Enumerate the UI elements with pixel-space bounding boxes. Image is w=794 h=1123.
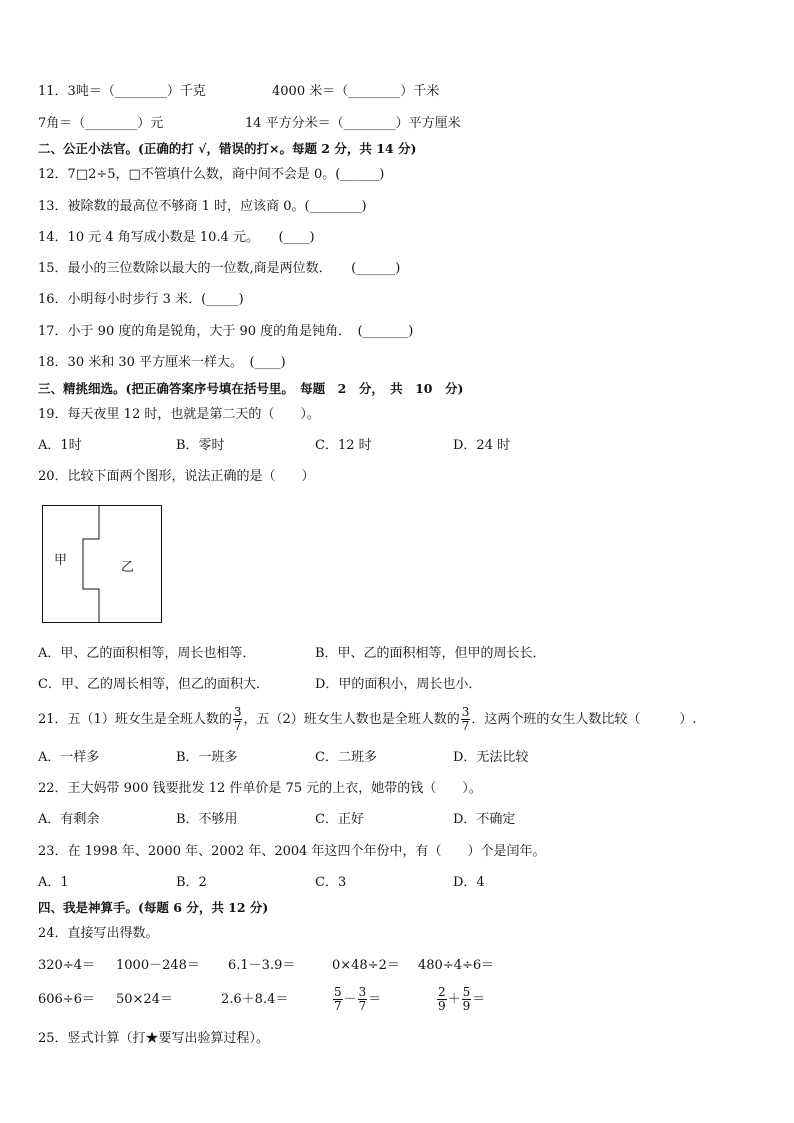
question-15: 15．最小的三位数除以最大的一位数,商是两位数． (______) bbox=[38, 261, 401, 276]
q24-f1-b bbox=[358, 986, 368, 1013]
q22-option-d: D．不确定 bbox=[453, 812, 516, 827]
q23-option-b: B．2 bbox=[176, 875, 207, 890]
section-2-heading: 二、公正小法官。(正确的打 √，错误的打×。每题 2 分，共 14 分) bbox=[38, 141, 417, 156]
label-yi: 乙 bbox=[121, 560, 135, 575]
q11b-right: 14 平方分米＝（________）平方厘米 bbox=[245, 116, 461, 131]
q24-item-2: 1000－248＝ bbox=[116, 958, 200, 973]
q19-option-a: A．1时 bbox=[38, 438, 82, 453]
q24-item-1: 320÷4＝ bbox=[38, 958, 95, 973]
q21-f2-numerator: 3 bbox=[461, 705, 470, 719]
question-17: 17．小于 90 度的角是锐角，大于 90 度的角是钝角． (_______) bbox=[38, 324, 414, 339]
q21-option-a: A．一样多 bbox=[38, 750, 100, 765]
q24-item-5: 480÷4÷6＝ bbox=[418, 958, 495, 973]
q24-f2-a-den: 9 bbox=[438, 999, 446, 1013]
q21-f1-numerator: 3 bbox=[233, 705, 242, 719]
q21-part-2: ，五（2）班女生人数也是全班人数的 bbox=[243, 712, 460, 727]
q24-f1-b-den: 7 bbox=[358, 999, 367, 1013]
q11b-left: 7角＝（________）元 bbox=[38, 116, 164, 131]
question-13: 13．被除数的最高位不够商 1 时，应该商 0。(________) bbox=[38, 199, 367, 214]
q20-option-d: D．甲的面积小，周长也小． bbox=[315, 677, 482, 692]
q19-option-c: C．12 时 bbox=[315, 438, 372, 453]
question-25: 25．竖式计算（打★要写出验算过程）。 bbox=[38, 1031, 270, 1046]
q24-item-8: 2.6＋8.4＝ bbox=[221, 992, 289, 1007]
q21-option-c: C．二班多 bbox=[315, 750, 377, 765]
q22-option-b: B．不够用 bbox=[176, 812, 238, 827]
q24-item-4: 0×48÷2＝ bbox=[332, 958, 400, 973]
q23-option-d: D．4 bbox=[453, 875, 485, 890]
q21-fraction-2 bbox=[461, 706, 471, 733]
q24-fraction-expr-1 bbox=[332, 983, 381, 1017]
q20-option-b: B．甲、乙的面积相等，但甲的周长长． bbox=[315, 646, 546, 661]
q24-f2-a-num: 2 bbox=[438, 985, 446, 999]
q21-f1-denominator: 7 bbox=[233, 719, 242, 733]
question-20: 20．比较下面两个图形，说法正确的是（ ） bbox=[38, 469, 315, 484]
q21-option-d: D．无法比较 bbox=[453, 750, 529, 765]
q22-option-c: C．正好 bbox=[315, 812, 364, 827]
q11-right: 4000 米＝（________）千米 bbox=[272, 84, 440, 99]
q24-f1-b-num: 3 bbox=[358, 985, 367, 999]
q24-f2-op: ＋ bbox=[447, 992, 461, 1007]
question-18: 18．30 米和 30 平方厘米一样大。 (____) bbox=[38, 355, 286, 370]
q19-option-d: D．24 时 bbox=[453, 438, 511, 453]
question-16: 16．小明每小时步行 3 米．(_____) bbox=[38, 292, 244, 307]
q24-f1-op: － bbox=[343, 992, 357, 1007]
question-23: 23．在 1998 年、2000 年、2002 年、2004 年这四个年份中，有（ ）个是闰年。 bbox=[38, 844, 546, 859]
q21-option-b: B．一班多 bbox=[176, 750, 238, 765]
label-jia: 甲 bbox=[54, 553, 68, 568]
question-22: 22．王大妈带 900 钱要批发 12 件单价是 75 元的上衣，她带的钱（ ）。 bbox=[38, 781, 482, 796]
q19-option-b: B．零时 bbox=[176, 438, 225, 453]
q21-part-1: 21．五（1）班女生是全班人数的 bbox=[38, 712, 232, 727]
q23-option-a: A．1 bbox=[38, 875, 69, 890]
q24-f1-a-den: 7 bbox=[334, 999, 342, 1013]
q24-f2-eq: ＝ bbox=[472, 992, 486, 1007]
q22-option-a: A．有剩余 bbox=[38, 812, 100, 827]
q20-option-c: C．甲、乙的周长相等，但乙的面积大． bbox=[38, 677, 269, 692]
q24-item-6: 606÷6＝ bbox=[38, 992, 95, 1007]
shape-figure bbox=[42, 505, 162, 623]
q24-f1-a bbox=[333, 986, 343, 1013]
q24-fraction-expr-2 bbox=[436, 983, 485, 1017]
q24-f2-b-den: 9 bbox=[462, 999, 471, 1013]
q20-option-a: A．甲、乙的面积相等，周长也相等． bbox=[38, 646, 256, 661]
q23-option-c: C．3 bbox=[315, 875, 347, 890]
q24-item-7: 50×24＝ bbox=[116, 992, 173, 1007]
question-21 bbox=[38, 703, 697, 737]
section-4-heading: 四、我是神算手。(每题 6 分，共 12 分) bbox=[38, 900, 269, 915]
q24-f1-a-num: 5 bbox=[334, 985, 342, 999]
question-24: 24．直接写出得数。 bbox=[38, 926, 159, 941]
q11-left: 11．3吨＝（________）千克 bbox=[38, 84, 206, 99]
q21-fraction-1 bbox=[233, 706, 243, 733]
q21-f2-denominator: 7 bbox=[461, 719, 470, 733]
question-12: 12．7□2÷5，□不管填什么数，商中间不会是 0。(______) bbox=[38, 167, 385, 182]
q24-f2-b-num: 5 bbox=[462, 985, 471, 999]
q24-f2-a bbox=[437, 986, 447, 1013]
section-3-heading: 三、精挑细选。(把正确答案序号填在括号里。 每题 2 分， 共 10 分) bbox=[38, 381, 464, 396]
q24-f2-b bbox=[462, 986, 472, 1013]
q24-f1-eq: ＝ bbox=[368, 992, 382, 1007]
question-19: 19．每天夜里 12 时，也就是第二天的（ ）。 bbox=[38, 407, 320, 422]
q21-part-3: ．这两个班的女生人数比较（ ）. bbox=[471, 712, 697, 727]
q24-item-3: 6.1－3.9＝ bbox=[228, 958, 296, 973]
question-14: 14．10 元 4 角写成小数是 10.4 元。 (____) bbox=[38, 230, 315, 245]
